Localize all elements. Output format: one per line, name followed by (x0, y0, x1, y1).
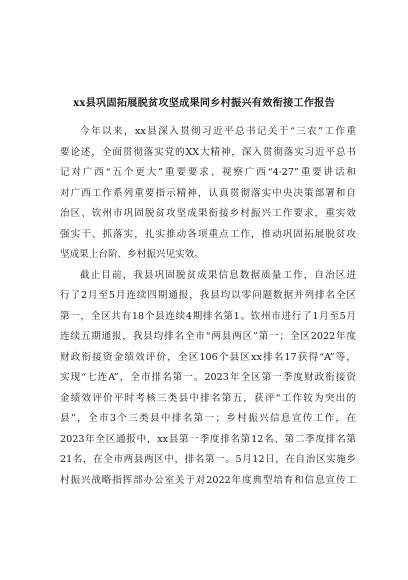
text-line: 记对广西“五个更大”重要要求、视察广西“4·27”重要讲话和 (60, 167, 356, 178)
text-line: 村振兴战略指挥部办公室关于对2022年度典型培育和信息宣传工 (60, 474, 356, 486)
text-line: 第一，全区共有18个县连续4期排名第1。钦州市进行了1月至5月 (60, 310, 356, 322)
text-line: 治区、钦州市巩固脱贫攻坚成果衔接乡村振兴工作要求，重实效 (60, 208, 356, 219)
text-line: 县”，全市3个三类县中排名第一；乡村振兴信息宣传工作，在 (60, 413, 356, 424)
paragraph (60, 122, 356, 266)
text-line: 强实干、抓落实，扎实推动各项重点工作，推动巩固拓展脱贫攻 (60, 228, 356, 240)
text-line: 2023年全区通报中，xx县第一季度排名第12名、第二季度排名第 (60, 433, 356, 445)
text-line: 连续五期通报，我县均排名全市“两县两区”第一；全区2022年度 (60, 331, 356, 342)
text-line: 21名，在全市两县两区中，排名第一。5月12日，在自治区实施乡 (60, 454, 356, 465)
text-line: 财政衔接资金绩效评价，全区106个县区xx排名17获得“A”等， (60, 351, 356, 363)
text-line: 截止目前，我县巩固脱贫成果信息数据质量工作，自治区进 (80, 269, 356, 281)
paragraph (60, 266, 356, 492)
text-line: 要论述，全面贯彻落实党的XX大精神，深入贯彻落实习近平总书 (60, 146, 356, 158)
text-line: 今年以来，xx县深入贯彻习近平总书记关于“三农”工作重 (80, 126, 356, 137)
text-line: 行了2月至5月连续四期通报，我县均以零问题数据并列排名全区 (60, 290, 356, 301)
text-line: 坚成果上台阶、乡村振兴见实效。 (60, 249, 204, 260)
text-line: 金绩效评价平时考核三类县中排名第五，获评“工作较为突出的 (60, 392, 356, 404)
document-title: xx县巩固拓展脱贫攻坚成果同乡村振兴有效衔接工作报告 (73, 97, 335, 109)
document-body (60, 122, 356, 491)
text-line: 对广西工作系列重要指示精神，认真贯彻落实中央决策部署和自 (60, 187, 356, 199)
text-line: 实现“七连A”，全市排名第一。2023年全区第一季度财政衔接资 (60, 372, 356, 383)
